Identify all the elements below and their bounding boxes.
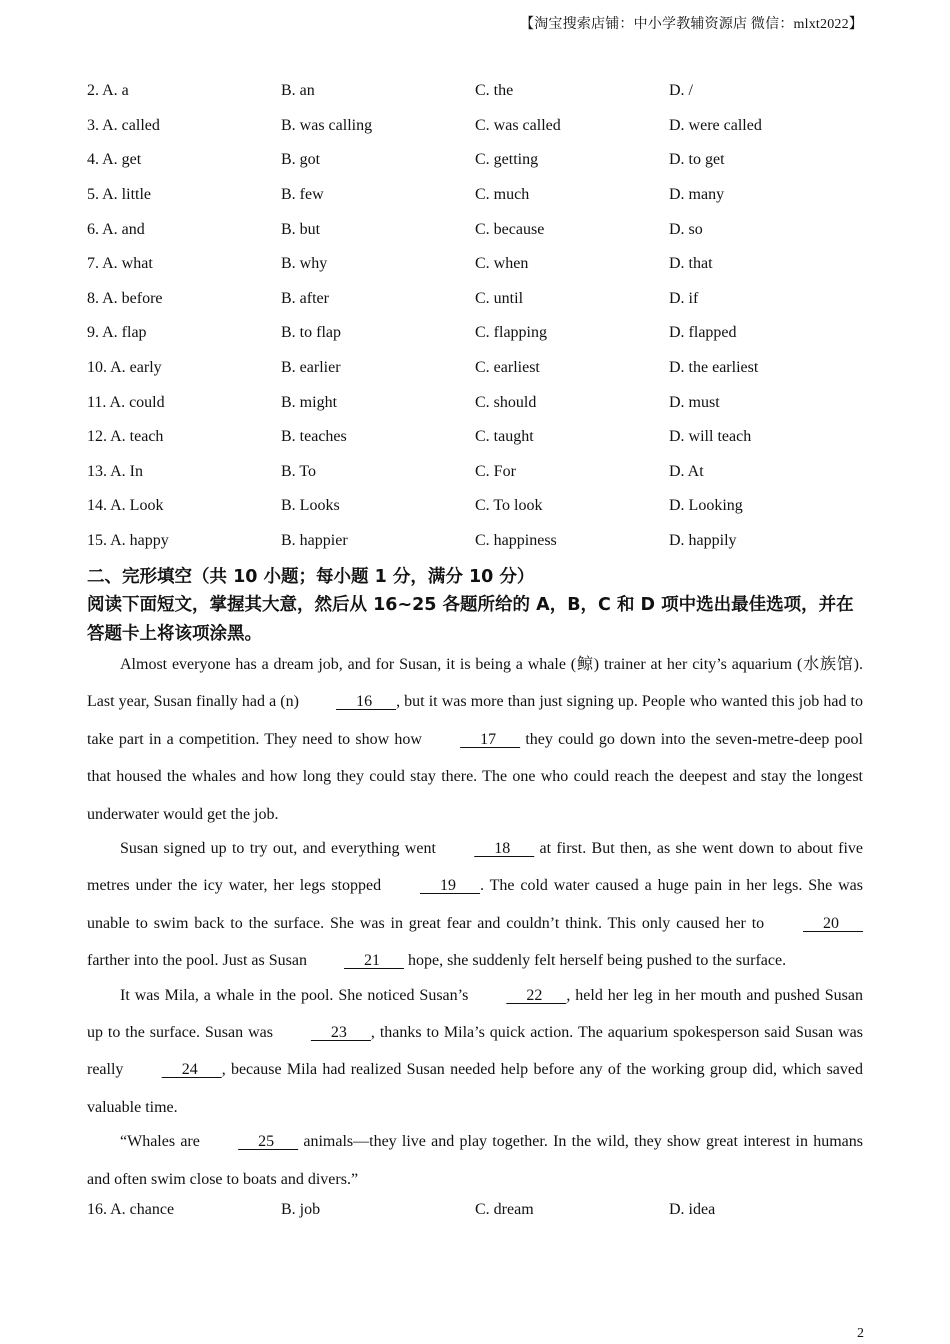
passage-text: Susan signed up to try out, and everything went (120, 840, 442, 858)
option-a: 4. A. get (87, 151, 142, 169)
page-header: 【淘宝搜索店铺：中小学教辅资源店 微信：mlxt2022】 (520, 17, 863, 32)
option-c: C. For (475, 462, 516, 480)
blank-24: 24 (161, 1061, 222, 1079)
option-a: 14. A. Look (87, 497, 164, 515)
option-c: C. should (475, 393, 537, 411)
option-a: 6. A. and (87, 220, 145, 238)
option-b: B. to flap (281, 324, 341, 342)
blank-20: 20 (803, 914, 863, 932)
option-row (87, 420, 867, 455)
option-d: D. At (669, 462, 704, 480)
option-a: 3. A. called (87, 116, 160, 134)
blank-22: 22 (506, 986, 567, 1004)
option-row (87, 282, 867, 317)
passage-text: hope, she suddenly felt herself being pushed to the surface. (403, 952, 787, 970)
option-b: B. after (281, 289, 329, 307)
option-d: D. will teach (669, 428, 752, 446)
option-b: B. an (281, 82, 315, 100)
option-b: B. teaches (281, 428, 347, 446)
blank-19: 19 (420, 877, 481, 895)
option-b: B. job (281, 1201, 321, 1219)
passage-paragraph (87, 646, 863, 833)
blank-18: 18 (474, 840, 535, 858)
passage-text: “Whales are (120, 1133, 206, 1151)
passage-text: It was Mila, a whale in the pool. She noticed Susan’s (120, 986, 474, 1004)
passage-text: , because Mila had realized Susan needed help before any of the working group did, which saved valuable time. (87, 1061, 864, 1116)
option-b: B. earlier (281, 359, 341, 377)
option-a: 8. A. before (87, 289, 163, 307)
option-row (87, 143, 867, 178)
option-d: D. were called (669, 116, 762, 134)
option-row (87, 316, 867, 351)
option-c: C. was called (475, 116, 561, 134)
option-row (87, 178, 867, 213)
passage-text: , thanks to Mila’s quick action. The aquarium spokesperson said Susan was really (87, 1024, 863, 1079)
option-row (87, 455, 867, 490)
blank-17: 17 (460, 730, 521, 748)
option-a: 16. A. chance (87, 1201, 175, 1219)
option-c: C. much (475, 186, 530, 204)
option-d: D. happily (669, 532, 737, 550)
option-row (87, 247, 867, 282)
option-d: D. Looking (669, 497, 743, 515)
passage-text: they could go down into the seven-metre-deep pool that housed the whales and how long they could stay there. The one who could reach the deepest and stay the longest underwater would get the job. (87, 730, 863, 823)
option-c: C. the (475, 82, 514, 100)
option-a: 2. A. a (87, 82, 129, 100)
option-d: D. so (669, 220, 703, 238)
passage-paragraph (87, 977, 863, 1127)
passage-text: Almost everyone has a dream job, and for Susan, it is being a whale (鲸) trainer at her city’s aquarium (水族馆). Last year, Susan finally had a (n) (87, 656, 863, 711)
passage-text: , but it was more than just signing up. People who wanted this job had to take part in a competition. They need to show how (87, 693, 863, 748)
section-instructions: 阅读下面短文，掌握其大意，然后从 16~25 各题所给的 A，B，C 和 D 项中选出最佳选项，并在答题卡上将该项涂黑。 (87, 595, 854, 644)
option-row (87, 74, 867, 109)
option-b: B. might (281, 393, 338, 411)
passage-text: . The cold water caused a huge pain in her legs. She was unable to swim back to the surface. She was in great fear and couldn’t think. This only caused her to (87, 877, 863, 932)
option-row (87, 351, 867, 386)
option-b: B. why (281, 255, 328, 273)
passage-text: farther into the pool. Just as Susan (87, 952, 311, 970)
option-c: C. To look (475, 497, 543, 515)
option-c: C. until (475, 289, 524, 307)
option-b: B. Looks (281, 497, 340, 515)
option-d: D. / (669, 82, 693, 100)
question-16-options (87, 1193, 867, 1228)
option-a: 10. A. early (87, 359, 162, 377)
blank-25: 25 (238, 1133, 299, 1151)
option-d: D. that (669, 255, 713, 273)
passage-text: animals—they live and play together. In the wild, they show great interest in humans and often swim close to boats and divers.” (87, 1133, 863, 1188)
passage-text: at first. But then, as she went down to about five metres under the icy water, her legs stopped (87, 840, 863, 895)
passage-paragraph (87, 1123, 863, 1198)
cloze-passage (87, 646, 863, 1195)
option-c: C. taught (475, 428, 534, 446)
option-row (87, 489, 867, 524)
section-title: 二、完形填空（共 10 小题；每小题 1 分，满分 10 分） (87, 567, 535, 587)
option-a: 11. A. could (87, 393, 165, 411)
options-list (87, 74, 867, 558)
option-b: B. was calling (281, 116, 373, 134)
blank-21: 21 (343, 952, 404, 970)
page-number: 2 (857, 1326, 864, 1341)
option-c: C. because (475, 220, 545, 238)
option-d: D. idea (669, 1201, 716, 1219)
option-d: D. must (669, 393, 720, 411)
option-row (87, 212, 867, 247)
option-d: D. the earliest (669, 359, 759, 377)
option-d: D. flapped (669, 324, 737, 342)
option-row (87, 524, 867, 559)
option-c: C. earliest (475, 359, 540, 377)
option-d: D. to get (669, 151, 725, 169)
option-a: 15. A. happy (87, 532, 169, 550)
option-b: B. but (281, 220, 321, 238)
blank-23: 23 (310, 1024, 371, 1042)
option-b: B. got (281, 151, 321, 169)
option-a: 9. A. flap (87, 324, 147, 342)
passage-paragraph (87, 830, 863, 980)
option-a: 13. A. In (87, 462, 143, 480)
option-d: D. many (669, 186, 725, 204)
option-c: C. flapping (475, 324, 547, 342)
option-b: B. few (281, 186, 324, 204)
option-row (87, 109, 867, 144)
option-c: C. happiness (475, 532, 557, 550)
option-c: C. when (475, 255, 529, 273)
blank-16: 16 (336, 693, 397, 711)
option-b: B. happier (281, 532, 348, 550)
option-row (87, 385, 867, 420)
option-c: C. dream (475, 1201, 534, 1219)
passage-text: , held her leg in her mouth and pushed Susan up to the surface. Susan was (87, 986, 864, 1042)
option-a: 12. A. teach (87, 428, 164, 446)
option-b: B. To (281, 462, 317, 480)
option-a: 5. A. little (87, 186, 151, 204)
option-c: C. getting (475, 151, 539, 169)
option-row (87, 1193, 867, 1228)
option-a: 7. A. what (87, 255, 153, 273)
option-d: D. if (669, 289, 699, 307)
